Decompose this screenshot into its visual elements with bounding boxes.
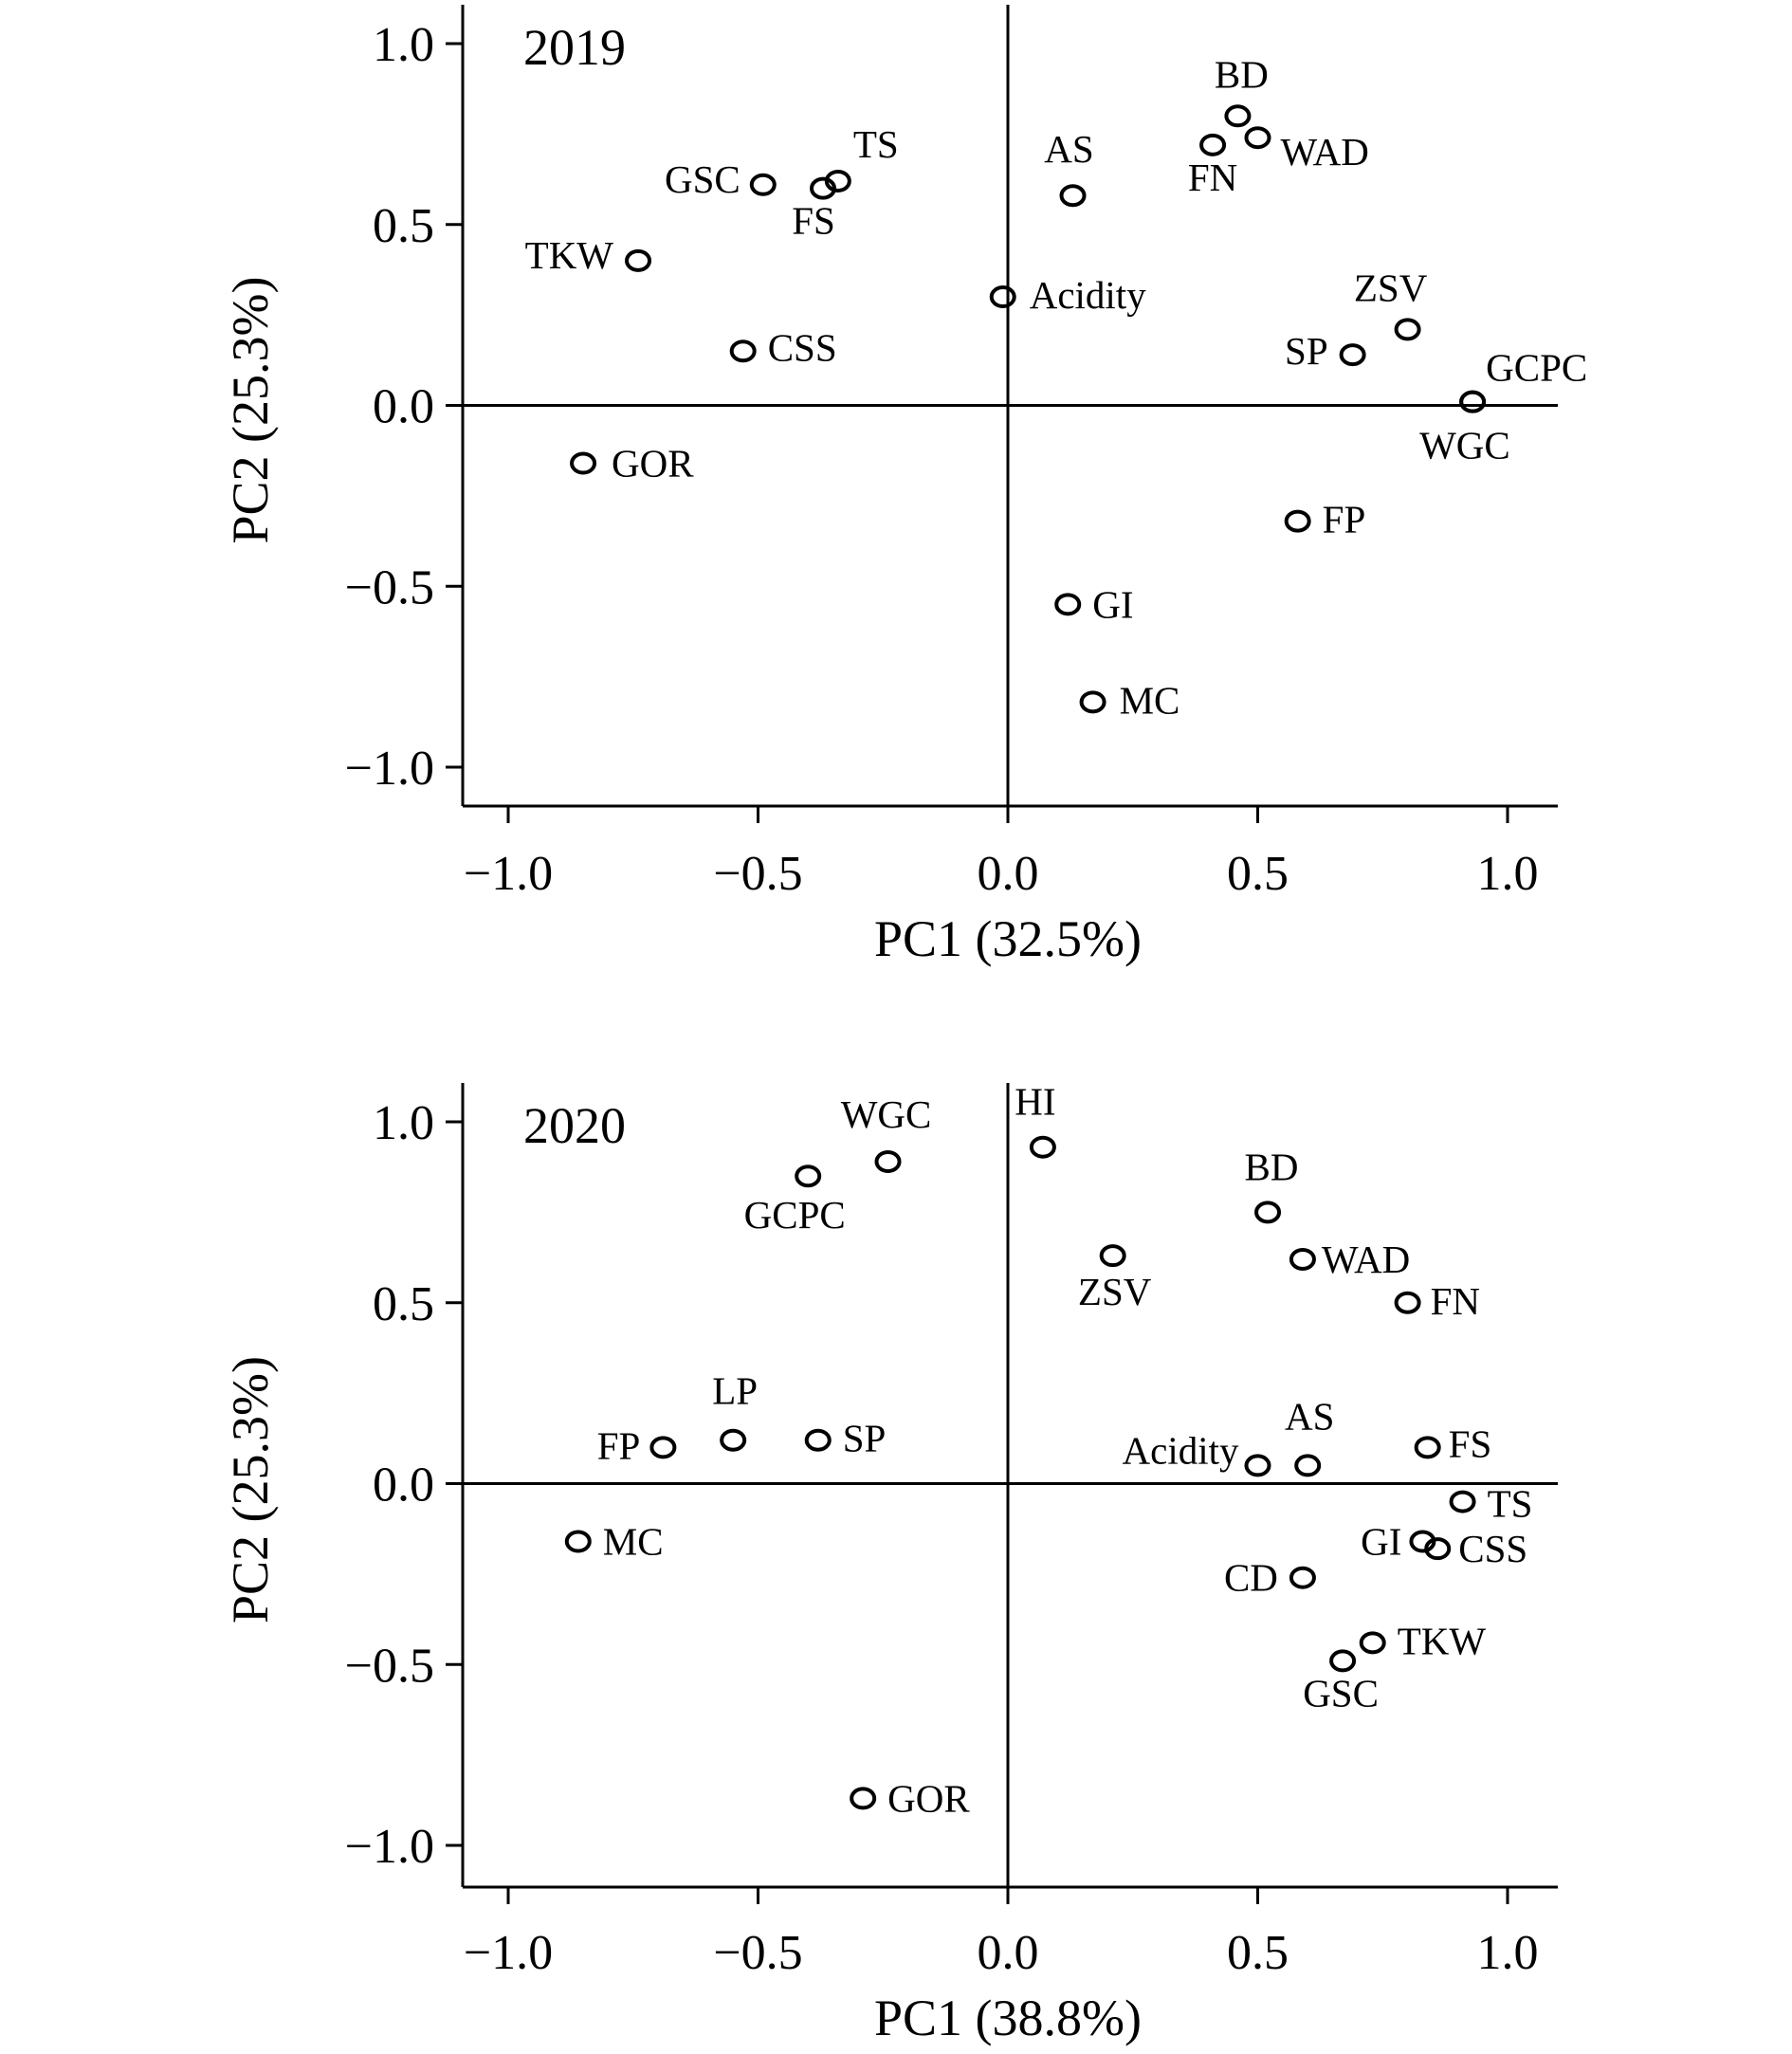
point-marker-bd [1256,1202,1279,1221]
point-label-hi: HI [1015,1079,1056,1124]
point-label-mc: MC [602,1519,664,1564]
point-label-css: CSS [767,325,837,370]
point-label-as: AS [1284,1394,1335,1439]
y-tick-label: −1.0 [344,742,434,796]
x-tick-label: 0.0 [977,847,1039,901]
point-label-wgc: WGC [1419,423,1510,468]
point-label-gi: GI [1361,1519,1402,1564]
point-marker-sp [1342,345,1364,364]
point-marker-gcpc [796,1166,819,1185]
point-marker-fs [1417,1438,1439,1457]
point-marker-as [1296,1456,1319,1475]
panel-year-label: 2019 [523,19,626,76]
point-marker-css [732,341,755,360]
y-tick-label: 1.0 [373,1096,434,1150]
panel-year-label: 2020 [523,1097,626,1154]
point-marker-fn [1201,136,1224,155]
point-label-bd: BD [1244,1145,1299,1189]
y-tick-label: 0.5 [373,198,434,253]
point-label-ts: TS [852,121,899,166]
point-label-wad: WAD [1280,130,1369,174]
point-marker-tkw [1362,1633,1384,1652]
point-label-fn: FN [1187,155,1238,199]
point-label-gor: GOR [612,441,694,486]
point-label-zsv: ZSV [1353,266,1428,310]
point-label-fs: FS [1448,1421,1492,1466]
panel-2019 [222,5,1587,967]
point-marker-fp [651,1438,674,1457]
x-tick-label: −0.5 [713,847,803,901]
point-marker-hi [1032,1138,1054,1157]
point-marker-gsc [1331,1651,1354,1670]
y-tick-label: 1.0 [373,18,434,72]
point-label-bd: BD [1214,52,1269,97]
point-marker-fp [1287,512,1309,531]
point-marker-mc [567,1532,590,1551]
point-marker-acidity [992,287,1015,306]
point-marker-gsc [752,175,775,194]
point-marker-acidity [1247,1456,1270,1475]
x-tick-label: −1.0 [463,1926,554,1980]
point-label-gcpc: GCPC [743,1193,846,1238]
point-marker-as [1062,186,1085,205]
point-label-zsv: ZSV [1077,1270,1152,1314]
point-marker-gor [851,1788,874,1807]
y-axis-title: PC2 (25.3%) [222,276,279,544]
point-label-fs: FS [792,198,835,243]
x-axis-title: PC1 (38.8%) [874,1990,1142,2046]
point-label-fp: FP [596,1423,641,1468]
point-label-sp: SP [1285,329,1328,374]
y-tick-label: 0.0 [373,379,434,434]
point-marker-zsv [1102,1246,1125,1265]
x-tick-label: 0.5 [1227,1926,1289,1980]
point-label-css: CSS [1458,1527,1528,1571]
point-marker-sp [807,1431,830,1450]
point-label-sp: SP [842,1416,887,1460]
x-tick-label: −1.0 [463,847,554,901]
point-label-wad: WAD [1321,1237,1411,1281]
point-marker-tkw [627,251,649,270]
y-axis-title: PC2 (25.3%) [222,1356,279,1623]
point-marker-mc [1082,692,1105,711]
point-label-gsc: GSC [665,156,741,201]
point-label-mc: MC [1119,678,1180,723]
point-label-acidity: Acidity [1029,273,1146,318]
y-tick-label: 0.5 [373,1276,434,1331]
point-label-ts: TS [1487,1481,1533,1526]
y-tick-label: −1.0 [344,1820,434,1874]
x-tick-label: 1.0 [1476,847,1539,901]
y-tick-label: −0.5 [344,560,434,615]
point-label-gi: GI [1092,582,1134,627]
point-label-gcpc: GCPC [1486,345,1588,390]
panel-2020 [222,1080,1558,2046]
point-marker-wad [1291,1250,1314,1269]
point-label-as: AS [1044,127,1094,172]
point-marker-gi [1056,595,1079,614]
x-tick-label: 1.0 [1476,1926,1539,1980]
x-tick-label: 0.5 [1227,847,1289,901]
point-label-wgc: WGC [840,1091,932,1136]
point-label-acidity: Acidity [1122,1428,1239,1473]
point-marker-wgc [1461,393,1484,412]
point-label-tkw: TKW [1397,1619,1487,1663]
point-marker-ts [1452,1493,1474,1512]
point-label-fp: FP [1322,497,1366,541]
point-marker-gor [572,454,594,473]
point-marker-lp [722,1431,744,1450]
point-label-fn: FN [1430,1278,1481,1323]
point-label-lp: LP [712,1368,759,1413]
point-marker-wad [1247,128,1270,147]
point-label-cd: CD [1223,1555,1278,1600]
point-marker-cd [1291,1568,1314,1587]
point-label-gor: GOR [887,1776,970,1821]
y-tick-label: −0.5 [344,1639,434,1694]
x-tick-label: 0.0 [977,1926,1039,1980]
y-tick-label: 0.0 [373,1458,434,1513]
point-label-tkw: TKW [524,232,614,277]
x-axis-title: PC1 (32.5%) [874,910,1142,967]
point-marker-fn [1397,1293,1419,1312]
point-marker-zsv [1397,320,1419,339]
point-marker-bd [1226,106,1249,125]
x-tick-label: −0.5 [713,1926,803,1980]
point-label-gsc: GSC [1303,1671,1379,1715]
point-marker-wgc [877,1152,900,1171]
